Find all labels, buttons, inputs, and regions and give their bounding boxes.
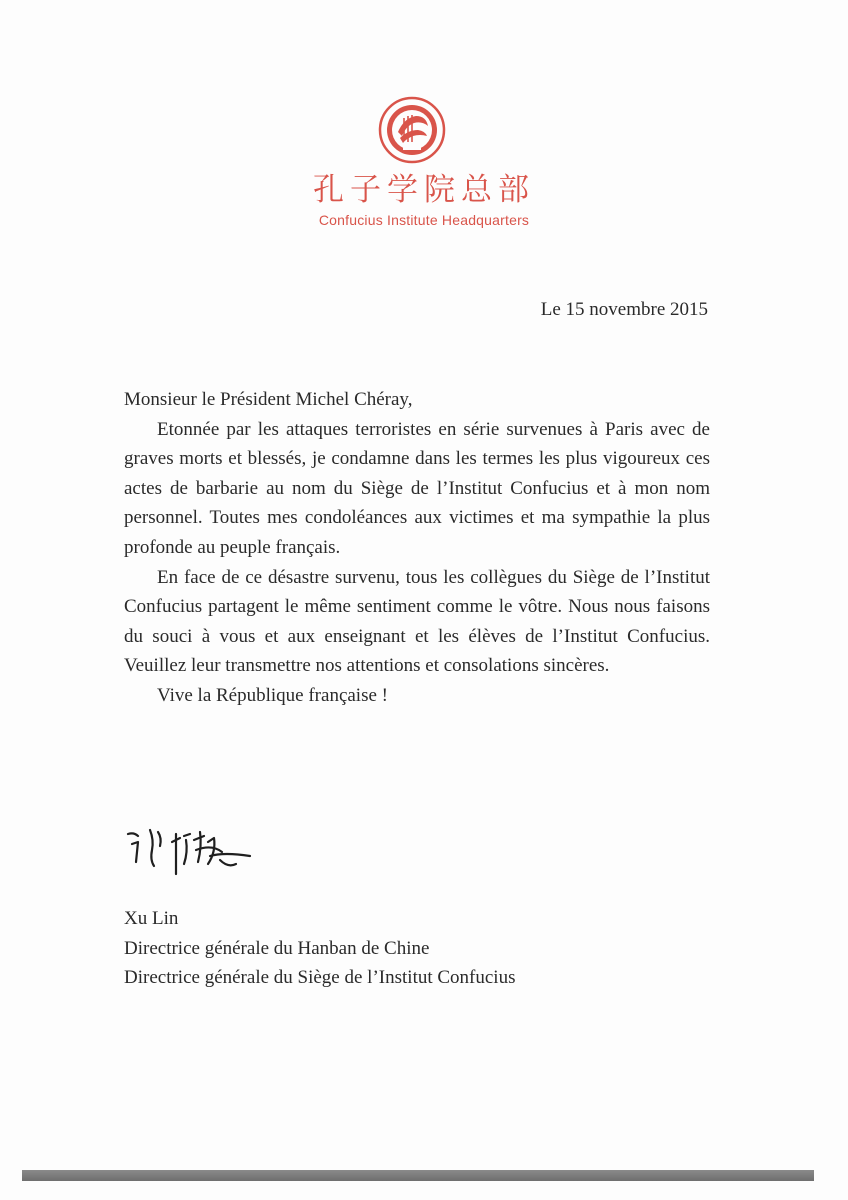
handwritten-signature: [124, 822, 264, 892]
salutation: Monsieur le Président Michel Chéray,: [124, 389, 413, 410]
signatory-name: Xu Lin: [124, 908, 179, 929]
letter-date: Le 15 novembre 2015: [540, 299, 708, 320]
paragraph-1: Etonnée par les attaques terroristes en série survenues à Paris avec de graves morts et blessés, je condamne dans les termes les plus vigoureux ces actes de barbarie au nom du Siège de l’Institut Confucius et à mon nom personnel. Toutes mes condoléances aux victimes et ma sympathie la plus profonde au peuple français.: [124, 418, 710, 558]
scan-edge-bar: [22, 1170, 814, 1181]
signatory-title-1: Directrice générale du Hanban de Chine: [124, 937, 430, 959]
confucius-institute-logo: [378, 96, 446, 164]
signatory-title-2: Directrice générale du Siège de l’Institut Confucius: [124, 967, 516, 988]
brand-name-english: Confucius Institute Headquarters: [318, 212, 530, 228]
paragraph-3: Vive la République française !: [157, 684, 388, 706]
paragraph-2: En face de ce désastre survenu, tous les collègues du Siège de l’Institut Confucius partagent le même sentiment comme le vôtre. Nous nous faisons du souci à vous et aux enseignant et les élèves de l’Institut Confucius. Veuillez leur transmettre nos attentions et consolations sincères.: [124, 566, 710, 677]
letter-body: [124, 385, 710, 711]
brand-name-chinese: 孔子学院总部: [313, 172, 535, 208]
signature-block: [124, 904, 515, 993]
